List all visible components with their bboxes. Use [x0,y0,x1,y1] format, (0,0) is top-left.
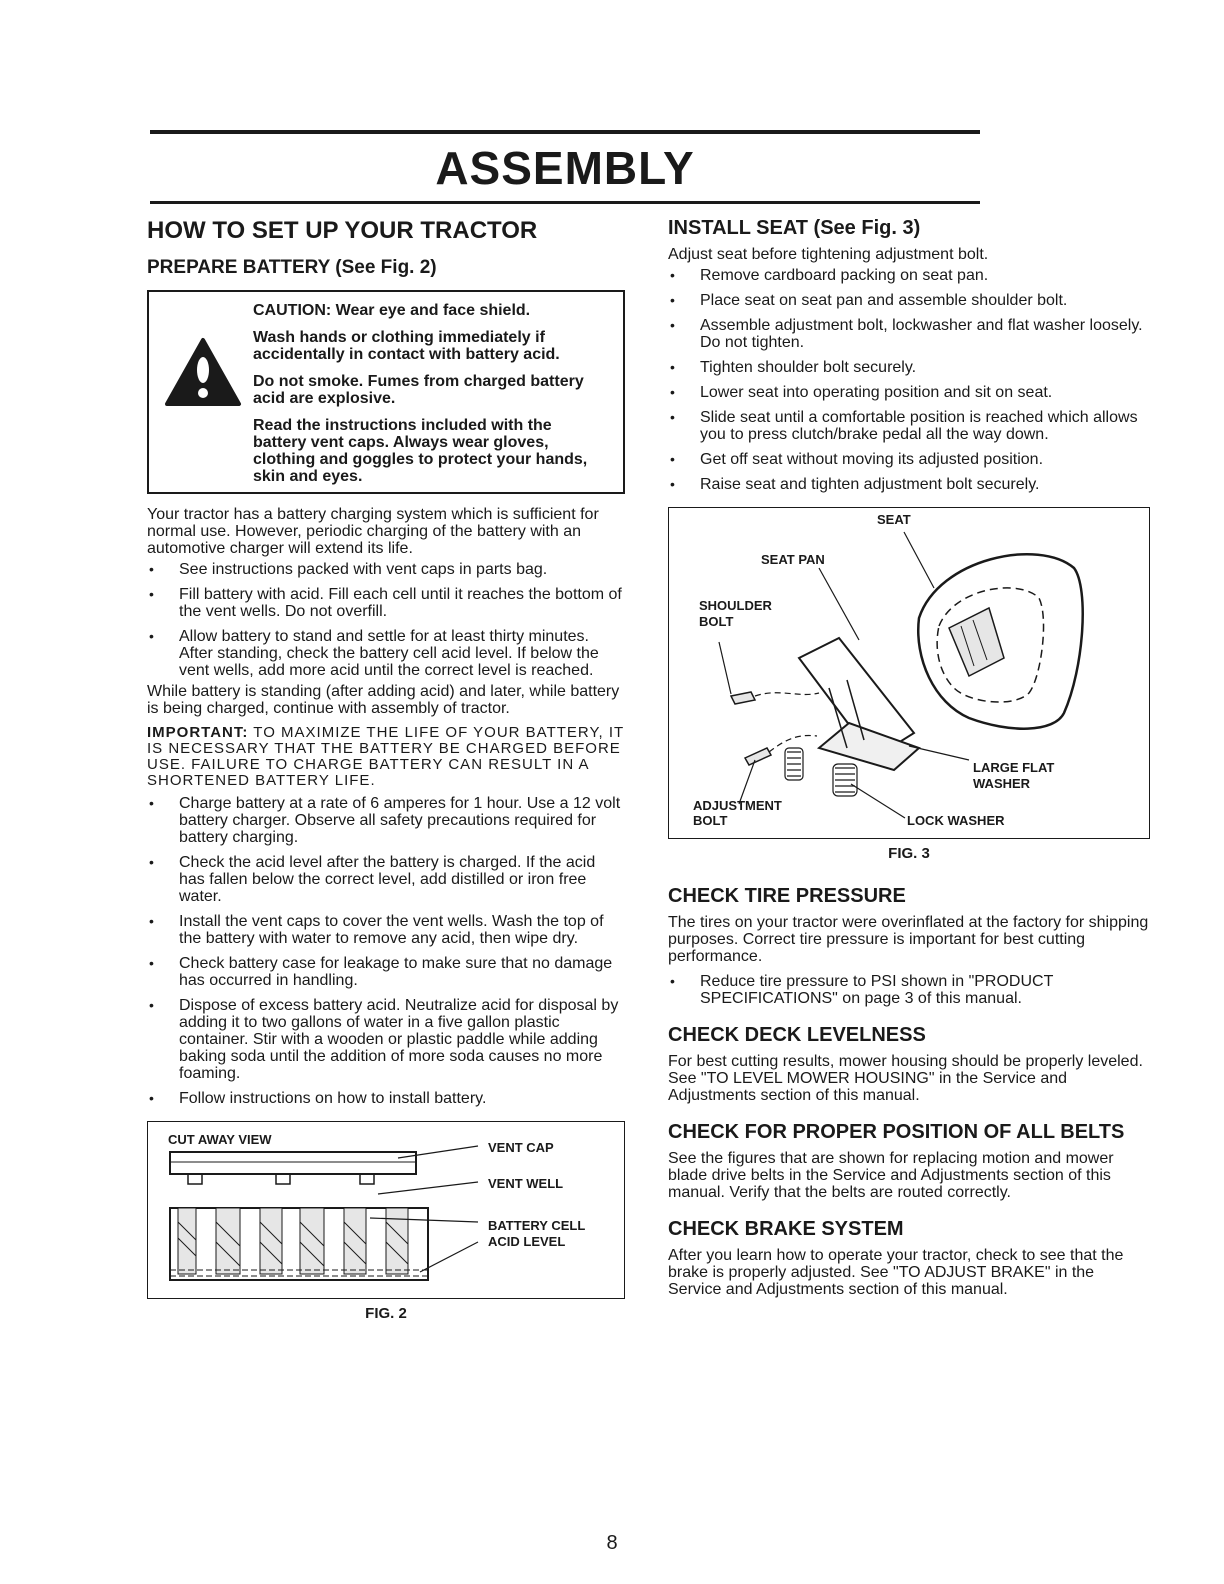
list-item: • Place seat on seat pan and assemble shoulder bolt. [668,292,1150,309]
figure-2-battery [147,1121,625,1299]
deck-levelness-section [668,1023,1150,1104]
belts-section [668,1120,1150,1201]
while-standing-text: While battery is standing (after adding acid) and later, while battery is being charged, continue with assembly of tractor. [147,683,620,717]
washer-label: WASHER [973,776,1031,791]
list-item: • Install the vent caps to cover the vent wells. Wash the top of the battery with water to remove any acid, then wipe dry. [147,913,625,947]
important-label: IMPORTANT: [147,724,249,741]
list-item: • Raise seat and tighten adjustment bolt securely. [668,476,1150,493]
caution-box [147,290,625,494]
list-item: • Check the acid level after the battery is charged. If the acid has fallen below the correct level, add distilled or iron free water. [147,854,625,905]
list-item: • Assemble adjustment bolt, lockwasher and flat washer loosely. Do not tighten. [668,317,1150,351]
important-notice [147,725,625,789]
list-item: • Get off seat without moving its adjusted position. [668,451,1150,468]
seat-pan-label: SEAT PAN [761,552,825,567]
list-item: • Fill battery with acid. Fill each cell until it reaches the bottom of the vent wells. Do not overfill. [147,586,625,620]
setup-heading: HOW TO SET UP YOUR TRACTOR [147,217,538,244]
large-flat-label: LARGE FLAT [973,760,1055,775]
list-item: • Allow battery to stand and settle for at least thirty minutes. After standing, check the battery cell acid level. If below the vent wells, add more acid until the correct level is reached. [147,628,625,679]
battery-steps-list [147,561,625,679]
adjustment-label: ADJUSTMENT [693,798,782,813]
brake-text: After you learn how to operate your tractor, check to see that the brake is properly adjusted. See "TO ADJUST BRAKE" in the Service and Adjustments section of this manual. [668,1247,1124,1298]
belts-heading: CHECK FOR PROPER POSITION OF ALL BELTS [668,1121,1125,1143]
list-item: • Reduce tire pressure to PSI shown in "PRODUCT SPECIFICATIONS" on page 3 of this manual. [668,973,1150,1007]
adjustment-bolt-label: BOLT [693,813,728,828]
list-item: • Dispose of excess battery acid. Neutralize acid for disposal by adding it to two gallons of water in a five gallon plastic container. Stir with a wooden or plastic paddle while adding baking soda until the addition of more soda causes no more foaming. [147,997,625,1082]
tire-pressure-text: The tires on your tractor were overinflated at the factory for shipping purposes. Correct tire pressure is important for best cutting performance. [668,914,1149,965]
list-item: • Slide seat until a comfortable position is reached which allows you to press clutch/brake pedal all the way down. [668,409,1150,443]
vent-well-label: VENT WELL [488,1176,564,1191]
prepare-battery-heading: PREPARE BATTERY (See Fig. 2) [147,257,437,278]
left-column [147,216,625,1322]
seat-assembly-illustration [669,508,1149,838]
top-rule [150,130,980,134]
list-item: • Charge battery at a rate of 6 amperes for 1 hour. Use a 12 volt battery charger. Observe all safety precautions required for battery charging. [147,795,625,846]
brake-heading: CHECK BRAKE SYSTEM [668,1218,904,1240]
belts-text: See the figures that are shown for replacing motion and mower blade drive belts in the Service and Adjustments section of this manual. Verify that the belts are routed correctly. [668,1150,1114,1201]
important-text: TO MAXIMIZE THE LIFE OF YOUR BATTERY, IT IS NECESSARY THAT THE BATTERY BE CHARGED BEFORE USE. FAILURE TO CHARGE BATTERY CAN RESULT IN A SHORTENED BATTERY LIFE. [147,724,624,789]
deck-levelness-heading: CHECK DECK LEVELNESS [668,1024,926,1046]
lock-washer-label: LOCK WASHER [907,813,1005,828]
shoulder-label: SHOULDER [699,598,772,613]
list-item: • Follow instructions on how to install battery. [147,1090,625,1107]
caution-line-2: Wash hands or clothing immediately if accidentally in contact with battery acid. [253,329,560,363]
page-number: 8 [606,1532,618,1554]
list-item: • Lower seat into operating position and sit on seat. [668,384,1150,401]
tire-pressure-list [668,973,1150,1007]
list-item: • Remove cardboard packing on seat pan. [668,267,1150,284]
right-column [668,216,1150,1298]
battery-intro: Your tractor has a battery charging system which is sufficient for normal use. However, periodic charging of the battery with an automotive charger will extend its life. [147,506,599,557]
caution-line-1: CAUTION: Wear eye and face shield. [253,302,531,319]
list-item: • See instructions packed with vent caps in parts bag. [147,561,625,578]
caution-line-3: Do not smoke. Fumes from charged battery acid are explosive. [253,373,584,407]
install-seat-steps [668,267,1150,493]
tire-pressure-heading: CHECK TIRE PRESSURE [668,885,906,907]
figure-2-caption: FIG. 2 [365,1305,407,1322]
brake-section [668,1217,1150,1298]
charging-steps-list [147,795,625,1107]
figure-3-caption: FIG. 3 [888,845,930,862]
title-rule [150,201,980,204]
shoulder-bolt-label: BOLT [699,614,734,629]
list-item: • Tighten shoulder bolt securely. [668,359,1150,376]
tire-pressure-section [668,884,1150,1007]
battery-cell-label: BATTERY CELL [488,1218,586,1233]
warning-triangle-icon [163,336,243,408]
page-title: ASSEMBLY [435,142,695,194]
deck-levelness-text: For best cutting results, mower housing should be properly leveled. See "TO LEVEL MOWER HOUSING" in the Service and Adjustments section of this manual. [668,1053,1143,1104]
caution-line-4: Read the instructions included with the battery vent caps. Always wear gloves, clothing and goggles to protect your hands, skin and eyes. [253,417,588,485]
list-item: • Check battery case for leakage to make sure that no damage has occurred in handling. [147,955,625,989]
acid-level-label: ACID LEVEL [488,1234,566,1249]
figure-3-seat [668,507,1150,839]
cut-away-view-label: CUT AWAY VIEW [168,1132,272,1147]
seat-label: SEAT [877,512,911,527]
vent-cap-label: VENT CAP [488,1140,554,1155]
install-seat-intro: Adjust seat before tightening adjustment bolt. [668,246,989,263]
install-seat-heading: INSTALL SEAT (See Fig. 3) [668,217,921,239]
